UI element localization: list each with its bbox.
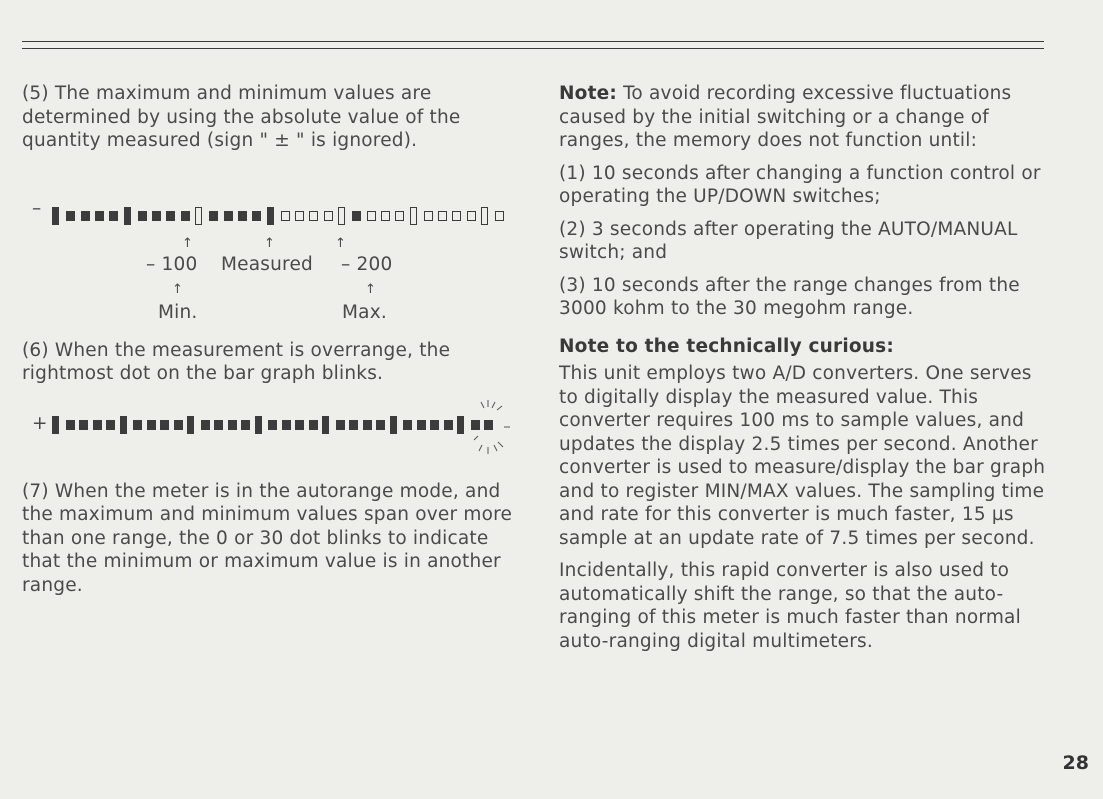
bar-segment xyxy=(381,211,390,221)
note-label: Note: xyxy=(559,83,617,104)
bar-segment xyxy=(255,416,262,434)
page-number: 28 xyxy=(1062,752,1089,774)
top-rule-lower xyxy=(22,48,1044,49)
bar-segment xyxy=(349,420,358,430)
condition-item-3: (3) 10 seconds after the range changes from the 3000 kohm to the 30 megohm range. xyxy=(559,274,1020,319)
bar-segment xyxy=(138,211,147,221)
bar-segment xyxy=(52,207,59,225)
bar-segment xyxy=(166,211,175,221)
bar-segment xyxy=(452,211,461,221)
bar-segment xyxy=(467,211,476,221)
bar-segment xyxy=(417,420,426,430)
bar-graph-figure-overrange xyxy=(22,392,522,464)
paragraph-6: (6) When the measurement is overrange, the rightmost dot on the bar graph blinks. xyxy=(22,339,451,384)
bar-segment xyxy=(224,211,233,221)
bar-segment xyxy=(214,420,223,430)
bar-segment xyxy=(309,420,318,430)
body-paragraph-1: This unit employs two A/D converters. One serves to digitally display the measured value. This converter requires 100 ms to sample values, and updates the display 2.5 times per second. Another converter is used to measure/display the bar graph and to register MIN/MAX values. The sampling time and rate for this converter is much faster, 15 µs sample at an update rate of 7.5 times per second. xyxy=(559,363,1046,549)
bar-segment xyxy=(367,211,376,221)
bar-graph-figure-minmax xyxy=(22,163,522,323)
bar-segment xyxy=(79,420,88,430)
bar-segment xyxy=(430,420,439,430)
left-column xyxy=(22,82,522,597)
bar-segment xyxy=(133,420,142,430)
condition-item-2: (2) 3 seconds after operating the AUTO/MANUAL switch; and xyxy=(559,218,1018,263)
bar-segment xyxy=(282,420,291,430)
arrow-max-label-icon: ↑ xyxy=(365,281,377,297)
bar-segment xyxy=(438,211,447,221)
bar-graph-segments xyxy=(52,414,498,442)
label-measured: Measured xyxy=(221,253,313,275)
bar-segment xyxy=(324,211,333,221)
bar-segment xyxy=(268,420,277,430)
bar-segment xyxy=(120,416,127,434)
bar-segment xyxy=(52,416,59,434)
bar-segment xyxy=(241,420,250,430)
bar-segment xyxy=(238,211,247,221)
bar-segment xyxy=(481,207,488,225)
note-paragraph xyxy=(559,82,1049,153)
bar-segment xyxy=(403,420,412,430)
bar-segment xyxy=(147,420,156,430)
bar-segment xyxy=(295,420,304,430)
bar-segment xyxy=(309,211,318,221)
blink-rays-icon xyxy=(458,398,518,458)
bar-graph-sign: + xyxy=(32,412,48,434)
bar-segment xyxy=(181,211,190,221)
label-min: Min. xyxy=(158,301,198,323)
arrow-min-label-icon: ↑ xyxy=(172,281,184,297)
label-minus-100: – 100 xyxy=(146,253,198,275)
bar-segment xyxy=(395,211,404,221)
bar-segment xyxy=(281,211,290,221)
bar-graph-segments xyxy=(52,205,522,233)
bar-segment xyxy=(109,211,118,221)
bar-segment xyxy=(495,211,504,221)
bar-segment xyxy=(187,416,194,434)
label-minus-200: – 200 xyxy=(341,253,393,275)
bar-segment xyxy=(66,420,75,430)
bar-segment xyxy=(152,211,161,221)
bar-segment xyxy=(444,420,453,430)
bar-segment xyxy=(390,416,397,434)
bar-segment xyxy=(174,420,183,430)
bar-graph-sign: – xyxy=(32,197,42,219)
bar-segment xyxy=(336,420,345,430)
right-column xyxy=(559,82,1049,653)
bar-segment xyxy=(81,211,90,221)
paragraph-7: (7) When the meter is in the autorange mode, and the maximum and minimum values span over more than one range, the 0 or 30 dot blinks to indicate that the minimum or maximum value is in another range. xyxy=(22,480,513,596)
bar-segment xyxy=(95,211,104,221)
bar-segment xyxy=(201,420,210,430)
bar-segment xyxy=(160,420,169,430)
bar-segment xyxy=(228,420,237,430)
note-text: To avoid recording excessive fluctuations caused by the initial switching or a change of ranges, the memory does not function until: xyxy=(559,83,1012,151)
paragraph-5: (5) The maximum and minimum values are determined by using the absolute value of the quantity measured (sign " ± " is ignored). xyxy=(22,83,461,151)
bar-segment xyxy=(363,420,372,430)
bar-segment xyxy=(410,207,417,225)
bar-segment xyxy=(106,420,115,430)
bar-segment xyxy=(124,207,131,225)
bar-segment xyxy=(424,211,433,221)
arrow-min-up-icon: ↑ xyxy=(182,235,194,251)
condition-item-1: (1) 10 seconds after changing a function control or operating the UP/DOWN switches; xyxy=(559,162,1041,207)
body-paragraph-2: Incidentally, this rapid converter is also used to automatically shift the range, so that the auto-ranging of this meter is much faster than normal auto-ranging digital multimeters. xyxy=(559,560,1021,652)
bar-segment xyxy=(295,211,304,221)
bar-segment xyxy=(352,211,361,221)
bar-segment xyxy=(252,211,261,221)
bar-segment xyxy=(195,207,202,225)
bar-segment xyxy=(93,420,102,430)
bar-segment xyxy=(267,207,274,225)
bar-segment xyxy=(376,420,385,430)
top-rule-upper xyxy=(22,41,1044,42)
bar-segment xyxy=(209,211,218,221)
bar-segment xyxy=(66,211,75,221)
arrow-max-up-icon: ↑ xyxy=(335,235,347,251)
section-heading: Note to the technically curious: xyxy=(559,335,894,357)
arrow-measured-up-icon: ↑ xyxy=(264,235,276,251)
bar-segment xyxy=(322,416,329,434)
label-max: Max. xyxy=(342,301,387,323)
bar-segment xyxy=(338,207,345,225)
